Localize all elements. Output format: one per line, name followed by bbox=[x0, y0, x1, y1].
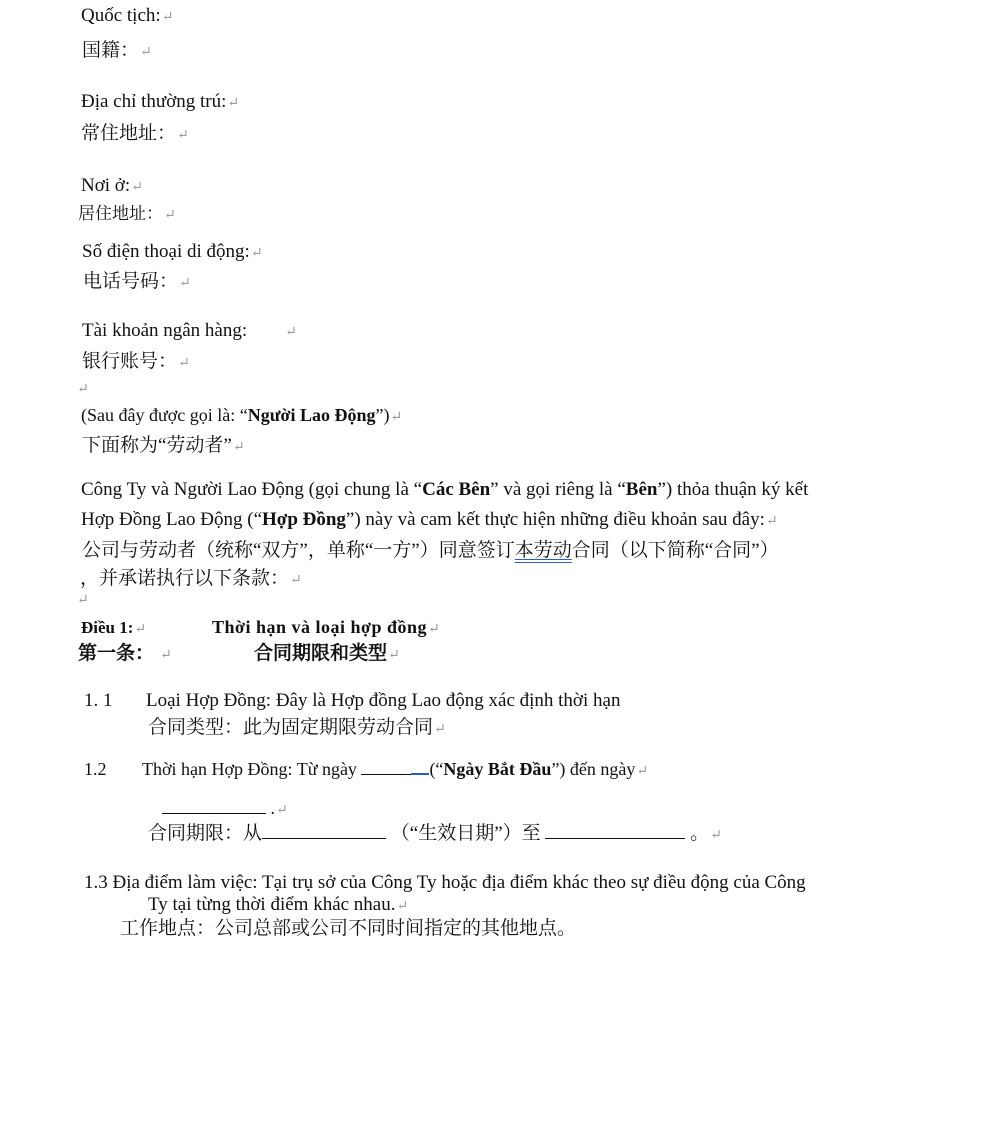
paragraph-mark-icon: ↵ bbox=[227, 96, 240, 111]
residence-vi: Nơi ở:↵ bbox=[81, 175, 143, 196]
paragraph-mark-icon: ↵ bbox=[131, 180, 143, 195]
paragraph-mark-icon: ↵ bbox=[710, 828, 722, 843]
paragraph-mark-icon: ↵ bbox=[250, 246, 263, 261]
grammar-flag-underline[interactable]: 本劳动 bbox=[514, 540, 572, 561]
paragraph-mark-icon: ↵ bbox=[77, 593, 89, 608]
phone-vi: Số điện thoại di động:↵ bbox=[82, 241, 263, 262]
definition-vi: (Sau đây được gọi là: “Người Lao Động”)↵ bbox=[81, 405, 403, 425]
clause-1-3-zh: 工作地点：公司总部或公司不同时间指定的其他地点。 bbox=[120, 918, 577, 939]
clause-1-3-vi-line-1: 1.3 Địa điểm làm việc: Tại trụ sở của Công Ty hoặc địa điểm khác theo sự điều động của Công bbox=[84, 872, 806, 893]
paragraph-mark-icon: ↵ bbox=[388, 648, 400, 663]
nationality-vi: Quốc tịch:↵ bbox=[81, 5, 174, 26]
paragraph-mark-icon: ↵ bbox=[434, 722, 446, 737]
paragraph-mark-icon: ↵ bbox=[160, 648, 172, 663]
paragraph-mark-icon: ↵ bbox=[765, 514, 778, 529]
address-vi: Địa chỉ thường trú:↵ bbox=[81, 91, 240, 112]
paragraph-mark-icon: ↵ bbox=[179, 276, 191, 291]
start-date-blank[interactable] bbox=[361, 758, 411, 775]
paragraph-mark-icon: ↵ bbox=[134, 622, 147, 637]
definition-zh: 下面称为“劳动者”↵ bbox=[82, 435, 245, 456]
nationality-zh: 国籍：↵ bbox=[82, 40, 152, 61]
paragraph-mark-icon: ↵ bbox=[276, 803, 288, 818]
empty-paragraph bbox=[76, 376, 89, 402]
article-1-title-zh: 合同期限和类型↵ bbox=[254, 643, 400, 664]
article-1-label-vi: Điều 1:↵ bbox=[81, 618, 147, 637]
grammar-flag-underline[interactable] bbox=[411, 757, 429, 775]
bank-zh: 银行账号：↵ bbox=[82, 351, 190, 372]
paragraph-mark-icon: ↵ bbox=[290, 573, 302, 588]
clause-1-2-vi: Thời hạn Hợp Đồng: Từ ngày (“Ngày Bắt Đầu”) đến ngày↵ bbox=[142, 759, 649, 779]
paragraph-mark-icon: ↵ bbox=[178, 356, 190, 371]
paragraph-mark-icon: ↵ bbox=[140, 45, 152, 60]
paragraph-mark-icon: ↵ bbox=[77, 382, 89, 397]
parties-zh-line-1: 公司与劳动者（统称“双方”，单称“一方”）同意签订本劳动合同（以下简称“合同”） bbox=[82, 540, 779, 561]
start-date-blank-zh[interactable] bbox=[262, 822, 386, 839]
residence-zh: 居住地址：↵ bbox=[78, 204, 176, 223]
article-1-title-vi: Thời hạn và loại hợp đồng↵ bbox=[212, 617, 441, 637]
paragraph-mark-icon: ↵ bbox=[636, 764, 649, 779]
parties-vi-line-2: Hợp Đồng Lao Động (“Hợp Đồng”) này và cam kết thực hiện những điều khoản sau đây:↵ bbox=[81, 509, 778, 530]
paragraph-mark-icon: ↵ bbox=[232, 440, 245, 455]
empty-paragraph bbox=[76, 587, 89, 613]
paragraph-mark-icon: ↵ bbox=[285, 325, 297, 340]
parties-vi-line-1: Công Ty và Người Lao Động (gọi chung là “Các Bên” và gọi riêng là “Bên”) thỏa thuận ký kết bbox=[81, 479, 809, 500]
clause-1-1-number: 1. 1 bbox=[84, 690, 113, 711]
paragraph-mark-icon: ↵ bbox=[396, 899, 409, 914]
paragraph-mark-icon: ↵ bbox=[390, 410, 403, 425]
article-1-label-zh: 第一条： ↵ bbox=[78, 643, 172, 664]
clause-1-2-end-date: .↵ bbox=[162, 796, 288, 823]
paragraph-mark-icon: ↵ bbox=[161, 10, 174, 25]
parties-zh-line-2: ，并承诺执行以下条款：↵ bbox=[80, 568, 302, 589]
clause-1-2-number: 1.2 bbox=[84, 759, 107, 779]
clause-1-1-vi: Loại Hợp Đồng: Đây là Hợp đồng Lao động xác định thời hạn bbox=[146, 690, 621, 711]
address-zh: 常住地址：↵ bbox=[81, 123, 189, 144]
clause-1-3-vi-line-2: Ty tại từng thời điểm khác nhau.↵ bbox=[148, 894, 409, 915]
end-date-blank[interactable] bbox=[162, 797, 266, 814]
end-date-blank-zh[interactable] bbox=[545, 822, 685, 839]
paragraph-mark-icon: ↵ bbox=[177, 128, 189, 143]
paragraph-mark-icon: ↵ bbox=[428, 622, 441, 637]
phone-zh: 电话号码：↵ bbox=[83, 271, 191, 292]
bank-vi: Tài khoản ngân hàng: ↵ bbox=[82, 320, 297, 341]
paragraph-mark-icon: ↵ bbox=[164, 208, 176, 223]
clause-1-2-zh: 合同期限：从 （“生效日期”）至 。↵ bbox=[148, 823, 722, 844]
clause-1-1-zh: 合同类型：此为固定期限劳动合同↵ bbox=[148, 717, 446, 738]
